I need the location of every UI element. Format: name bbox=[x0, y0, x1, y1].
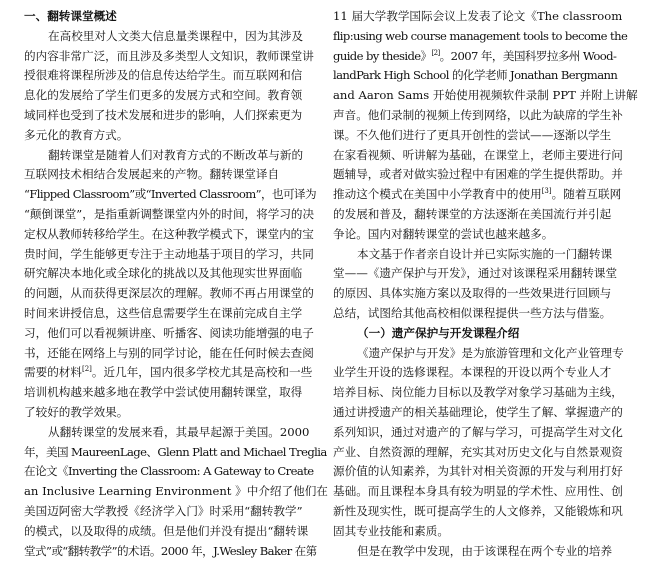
right-line: 堂——《遗产保护与开发》，通过对该课程采用翻转课堂 bbox=[333, 266, 618, 281]
right-line: 课。不久他们进行了更具开创性的尝试——逐渐以学生 bbox=[333, 127, 612, 142]
right-line: 声音。他们录制的视频上传到网络，以此为缺席的学生补 bbox=[333, 107, 623, 122]
right-line: 的发展和普及，翻转课堂的方法逐渐在美国流行并引起 bbox=[333, 206, 612, 221]
left-line: 授很难将课程所涉及的信息传达给学生。而互联网和信 bbox=[24, 68, 303, 83]
left-line: 美国迈阿密大学教授《经济学入门》时采用“翻转教学” bbox=[24, 503, 303, 518]
right-line: 争论。国内对翻转课堂的尝试也越来越多。 bbox=[333, 226, 554, 241]
left-line: an Inclusive Learning Environment 》中介绍了他们在 bbox=[24, 484, 328, 499]
right-line: and Aaron Sams 开始使用视频软件录制 PPT 并附上讲解 bbox=[333, 88, 638, 103]
left-line: 贵时间，学生能够更专注于主动地基于项目的学习，共同 bbox=[24, 246, 314, 261]
left-line: “Flipped Classroom”或“Inverted Classroom”，也可译为 bbox=[24, 187, 316, 202]
left-line: 书，还能在网络上与别的同学讨论，能在任何时候去查阅 bbox=[24, 345, 314, 360]
left-line: 息化的发展给了学生们更多的发展方式和空间。教育领 bbox=[24, 88, 303, 103]
right-line: 本文基于作者亲自设计并已实际实施的一门翻转课 bbox=[357, 246, 613, 261]
left-line: 年，美国 MaureenLage、Glenn Platt and Michael Treglia bbox=[24, 444, 327, 459]
right-line: 基础。而且课程本身具有较为明显的学术性、应用性、创 bbox=[333, 484, 623, 499]
left-line: 在高校里对人文类大信息量类课程中，因为其涉及 bbox=[48, 28, 304, 43]
left-line: 了较好的教学效果。 bbox=[24, 404, 129, 419]
left-line: 的问题，从而获得更深层次的理解。教师不再占用课堂的 bbox=[24, 286, 314, 301]
left-line: 培训机构越来越多地在教学中尝试使用翻转课堂，取得 bbox=[24, 385, 303, 400]
right-line: flip:using web course management tools to become the bbox=[333, 28, 628, 43]
right-text-column bbox=[333, 7, 639, 561]
left-line: 在论文《Inverting the Classroom: A Gateway to Create bbox=[24, 464, 314, 479]
left-line: 翻转课堂是随着人们对教育方式的不断改革与新的 bbox=[48, 147, 304, 162]
left-line: 时间来讲授信息，这些信息需要学生在课前完成自主学 bbox=[24, 305, 303, 320]
right-line: 培养目标、岗位能力目标以及教学对象学习基础为主线， bbox=[333, 385, 623, 400]
left-line: 的模式，以及取得的成绩。但是他们并没有提出“翻转课 bbox=[24, 523, 309, 538]
left-line: 定权从教师转移给学生。在这种教学模式下，课堂内的宝 bbox=[24, 226, 314, 241]
right-line: 的原因、具体实施方案以及取得的一些效果进行回顾与 bbox=[333, 286, 612, 301]
right-line: 新性及现实性，既可提高学生的人文修养，又能锻炼和巩 bbox=[333, 503, 623, 518]
left-line: “颠倒课堂”，是指重新调整课堂内外的时间，将学习的决 bbox=[24, 206, 315, 221]
right-line: 题辅导，或者对做实验过程中有困难的学生提供帮助。并 bbox=[333, 167, 623, 182]
right-line: 系列知识，通过对遗产的了解与学习，可提高学生对文化 bbox=[333, 424, 623, 439]
right-line: 11 届大学教学国际会议上发表了论文《The classroom bbox=[333, 9, 623, 23]
right-line: landPark High School 的化学老师 Jonathan Bergmann bbox=[333, 68, 618, 83]
right-line: 通过讲授遗产的相关基础理论，使学生了解、掌握遗产的 bbox=[333, 404, 623, 419]
left-line: 从翻转课堂的发展来看，其最早起源于美国。2000 bbox=[48, 424, 310, 439]
right-line: 但是在教学中发现，由于该课程在两个专业的培养 bbox=[357, 543, 613, 558]
right-line: 总结，试图给其他高校相似课程提供一些方法与借鉴。 bbox=[333, 305, 612, 320]
left-line: 研究解决本地化或全球化的挑战以及其他现实世界面临 bbox=[24, 266, 303, 281]
left-line: 互联网技术相结合发展起来的产物。翻转课堂译自 bbox=[24, 167, 280, 182]
citation-marker: [2] bbox=[81, 365, 92, 374]
right-line: 《遗产保护与开发》是为旅游管理和文化产业管理专 bbox=[357, 345, 624, 360]
left-line: 一、翻转课堂概述 bbox=[24, 9, 117, 23]
left-text-column bbox=[24, 7, 330, 561]
left-line: 域同样也受到了技术发展和进步的影响，人们探索更为 bbox=[24, 107, 303, 122]
right-line: 固其专业技能和素质。 bbox=[333, 523, 449, 538]
left-line: 堂式”或“翻转教学”的术语。2000 年，J.Wesley Baker 在第 bbox=[24, 543, 317, 558]
right-line: guide by theside》[2]。2007 年，美国科罗拉多州 Wood- bbox=[333, 48, 617, 63]
right-line: 在家看视频、听讲解为基础，在课堂上，老师主要进行问 bbox=[333, 147, 623, 162]
left-line: 多元化的教育方式。 bbox=[24, 127, 129, 142]
right-line: 推动这个模式在美国中小学教育中的使用[3]。随着互联网 bbox=[333, 187, 622, 202]
citation-marker: [2] bbox=[431, 48, 440, 57]
right-line: 业学生开设的选修课程。本课程的开设以两个专业人才 bbox=[333, 365, 612, 380]
citation-marker: [3] bbox=[541, 187, 552, 196]
right-line: （一）遗产保护与开发课程介绍 bbox=[357, 325, 520, 340]
left-line: 需要的材料[2]。近几年，国内很多学校尤其是高校和一些 bbox=[24, 365, 313, 380]
right-line: 产业、自然资源的理解，充实其对历史文化与自然景观资 bbox=[333, 444, 623, 459]
left-line: 的内容非常广泛，而且涉及多类型人文知识，教师课堂讲 bbox=[24, 48, 314, 63]
right-line: 源价值的认知素养，为其针对相关资源的开发与利用打好 bbox=[333, 464, 623, 479]
left-line: 习，他们可以看视频讲座、听播客、阅读功能增强的电子 bbox=[24, 325, 314, 340]
